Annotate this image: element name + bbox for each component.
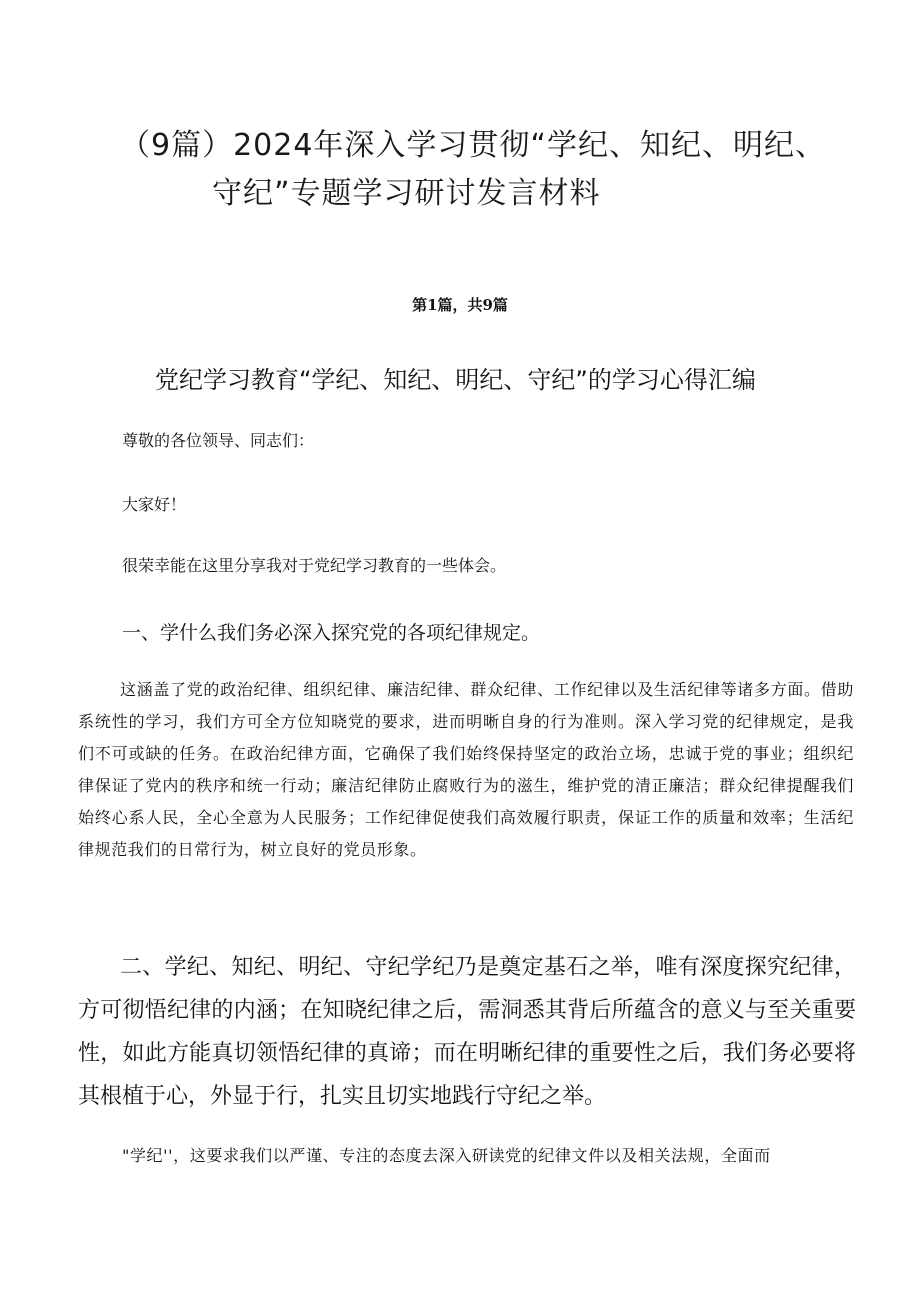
- part-indicator: 第1篇，共9篇: [412, 296, 508, 314]
- xueji-paragraph: "学纪''，这要求我们以严谨、专注的态度去深入研读党的纪律文件以及相关法规，全面而: [122, 1146, 771, 1165]
- section1-body: 这涵盖了党的政治纪律、组织纪律、廉洁纪律、群众纪律、工作纪律以及生活纪律等诸多方面。借助系统性的学习，我们方可全方位知晓党的要求，进而明晰自身的行为准则。深入学习党的纪律规定，是我们不可或缺的任务。在政治纪律方面，它确保了我们始终保持坚定的政治立场，忠诚于党的事业；组织纪律保证了党内的秩序和统一行动；廉洁纪律防止腐败行为的滋生，维护党的清正廉洁；群众纪律提醒我们始终心系人民，全心全意为人民服务；工作纪律促使我们高效履行职责，保证工作的质量和效率；生活纪律规范我们的日常行为，树立良好的党员形象。: [78, 680, 854, 859]
- intro-paragraph: 很荣幸能在这里分享我对于党纪学习教育的一些体会。: [122, 556, 507, 575]
- hello-paragraph: 大家好！: [122, 495, 187, 514]
- greeting-paragraph: 尊敬的各位领导、同志们：: [122, 431, 315, 450]
- section1-heading: 一、学什么我们务必深入探究党的各项纪律规定。: [122, 622, 541, 644]
- section2-paragraph: 二、学纪、知纪、明纪、守纪学纪乃是奠定基石之举，唯有深度探究纪律，方可彻悟纪律的内涵；在知晓纪律之后，需洞悉其背后所蕴含的意义与至关重要性，如此方能真切领悟纪律的真谛；而在明晰纪律的重要性之后，我们务必要将其根植于心，外显于行，扎实且切实地践行守纪之举。: [78, 955, 856, 1109]
- document-title-line1: （9篇）2024年深入学习贯彻“学纪、知纪、明纪、: [120, 128, 826, 163]
- article-title: 党纪学习教育“学纪、知纪、明纪、守纪”的学习心得汇编: [155, 366, 756, 394]
- document-title: [120, 122, 880, 218]
- document-title-line2: 守纪”专题学习研讨发言材料: [212, 176, 601, 211]
